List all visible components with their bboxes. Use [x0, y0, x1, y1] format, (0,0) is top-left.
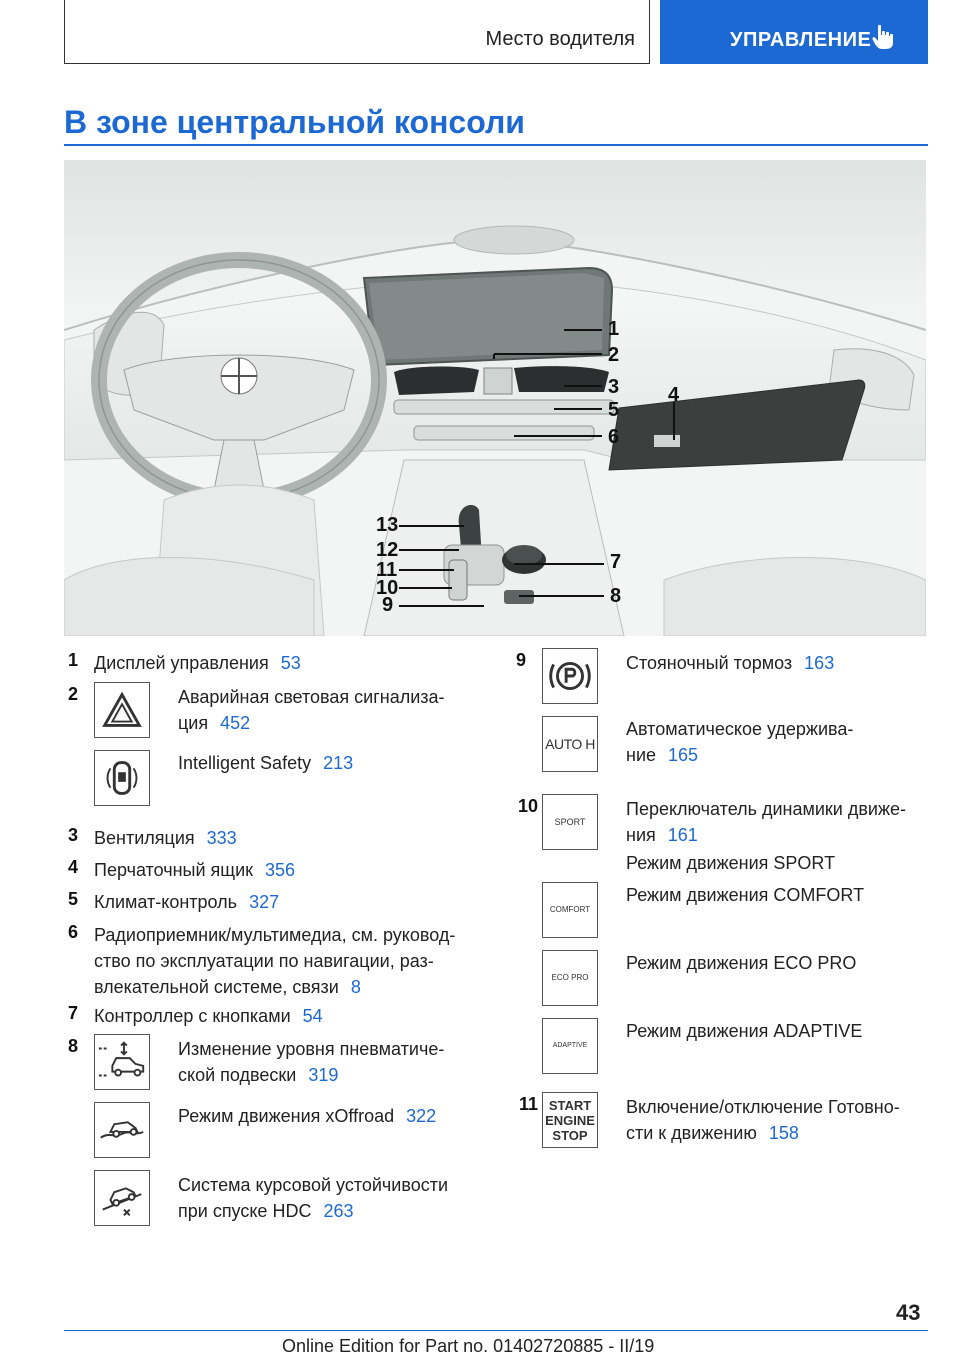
callout-4: 4 [668, 384, 680, 406]
item-text: Режим движения xOffroad [178, 1106, 395, 1126]
legend-item [626, 950, 856, 976]
page-link[interactable]: 452 [220, 713, 251, 733]
item-text: Режим движения ADAPTIVE [626, 1021, 863, 1041]
page-number: 43 [896, 1300, 921, 1325]
air-suspension-icon [94, 1034, 150, 1090]
stop-label: STOP [552, 1128, 588, 1143]
legend-item [94, 889, 279, 915]
page-link[interactable]: 158 [768, 1123, 799, 1143]
page-link[interactable]: 161 [667, 825, 698, 845]
item-number: 1 [67, 650, 78, 670]
callout-5: 5 [608, 399, 620, 421]
sport-mode-icon [542, 794, 598, 850]
page-link[interactable]: 8 [350, 977, 361, 997]
start-stop-icon [542, 1092, 598, 1148]
item-text: Радиоприемник/мультимедиа, см. руковод- [94, 925, 456, 945]
callout-13: 13 [376, 514, 399, 536]
page-link[interactable]: 356 [265, 860, 296, 880]
chapter-tab[interactable] [660, 0, 928, 64]
item-number: 2 [67, 684, 78, 704]
page-link[interactable]: 213 [323, 753, 354, 773]
xoffroad-icon [94, 1102, 150, 1158]
item-text: Автоматическое удержива- [626, 719, 854, 739]
item-text: влекательной системе, связи [94, 977, 339, 997]
item-text: Стояночный тормоз [626, 653, 793, 673]
item-text: Вентиляция [94, 828, 195, 848]
item-number: 11 [518, 1094, 538, 1114]
item-number: 7 [67, 1003, 78, 1023]
auto-hold-icon [542, 716, 598, 772]
section-header [64, 0, 650, 64]
item-text: ния [626, 825, 656, 845]
footer-divider [64, 1330, 928, 1331]
legend-item [94, 825, 237, 851]
legend-item [178, 684, 445, 736]
item-text: ние [626, 745, 657, 765]
item-text: Аварийная световая сигнализа- [178, 687, 445, 707]
legend-item [94, 922, 455, 1000]
callout-7: 7 [610, 551, 622, 573]
item-number: 4 [67, 857, 78, 877]
comfort-label: COMFORT [549, 905, 591, 914]
legend-item [178, 750, 353, 776]
sport-label: SPORT [554, 817, 586, 827]
item-number: 10 [517, 796, 538, 816]
legend-item [178, 1103, 436, 1129]
item-text: Включение/отключение Готовно- [626, 1097, 900, 1117]
legend-item [626, 882, 864, 908]
page-link[interactable]: 333 [206, 828, 237, 848]
page-link[interactable]: 165 [668, 745, 699, 765]
eco-pro-label: ECO PRO [551, 973, 589, 982]
item-text: Система курсовой устойчивости [178, 1175, 449, 1195]
parking-brake-icon [542, 648, 598, 704]
cockpit-drawing [64, 160, 926, 636]
legend-item [626, 796, 906, 848]
callout-12: 12 [376, 539, 399, 561]
item-number: 6 [67, 922, 78, 942]
page-link[interactable]: 263 [323, 1201, 354, 1221]
page-link[interactable]: 54 [302, 1006, 323, 1026]
item-text: ция [178, 713, 209, 733]
adaptive-label: ADAPTIVE [552, 1042, 588, 1049]
item-text: Режим движения SPORT [626, 853, 836, 873]
callout-6: 6 [608, 426, 620, 448]
page-title: В зоне центральной консоли [64, 104, 525, 140]
callout-2: 2 [608, 344, 620, 366]
legend-item [94, 857, 295, 883]
legend-item [178, 1172, 448, 1224]
item-text: Intelligent Safety [178, 753, 312, 773]
item-text: Перчаточный ящик [94, 860, 254, 880]
cockpit-illustration [64, 160, 926, 636]
item-number: 8 [67, 1036, 78, 1056]
legend-item [626, 716, 853, 768]
eco-pro-mode-icon [542, 950, 598, 1006]
item-text: ство по эксплуатации по навигации, раз- [94, 951, 434, 971]
comfort-mode-icon [542, 882, 598, 938]
item-text: Изменение уровня пневматиче- [178, 1039, 445, 1059]
item-text: ской подвески [178, 1065, 297, 1085]
legend-item [94, 1003, 323, 1029]
pointing-hand-icon [872, 24, 894, 50]
item-text: Переключатель динамики движе- [626, 799, 907, 819]
item-text: при спуске HDC [178, 1201, 312, 1221]
legend-item [626, 1094, 900, 1146]
title-divider [64, 144, 928, 146]
chapter-name: УПРАВЛЕНИЕ [730, 29, 872, 51]
legend-item [94, 650, 301, 676]
auto-hold-label: AUTO H [545, 736, 595, 752]
item-text: Контроллер с кнопками [94, 1006, 291, 1026]
legend-item [178, 1036, 444, 1088]
start-label: START [548, 1098, 592, 1113]
hazard-warning-icon [94, 682, 150, 738]
callout-9: 9 [382, 594, 394, 616]
item-text: Дисплей управления [94, 653, 269, 673]
page-link[interactable]: 319 [308, 1065, 339, 1085]
footer-edition: Online Edition for Part no. 01402720885 - II/19 [282, 1336, 655, 1356]
page-link[interactable]: 322 [406, 1106, 437, 1126]
item-number: 3 [67, 825, 78, 845]
callout-3: 3 [608, 376, 620, 398]
item-number: 5 [67, 889, 78, 909]
page-link[interactable]: 163 [804, 653, 835, 673]
callout-10: 10 [376, 577, 399, 599]
section-name: Место водителя [485, 28, 635, 50]
item-text: Режим движения COMFORT [626, 885, 865, 905]
item-number: 9 [515, 650, 526, 670]
item-text: Климат-контроль [94, 892, 238, 912]
callout-11: 11 [376, 559, 398, 581]
legend-item [626, 850, 835, 876]
engine-label: ENGINE [545, 1113, 595, 1128]
adaptive-mode-icon [542, 1018, 598, 1074]
legend-item [626, 1018, 862, 1044]
callout-8: 8 [610, 585, 622, 607]
page-link[interactable]: 327 [249, 892, 280, 912]
legend-item [626, 650, 834, 676]
hill-descent-icon [94, 1170, 150, 1226]
item-text: Режим движения ECO PRO [626, 953, 857, 973]
intelligent-safety-icon [94, 750, 150, 806]
callout-1: 1 [608, 318, 620, 340]
item-text: сти к движению [626, 1123, 757, 1143]
page-link[interactable]: 53 [280, 653, 301, 673]
